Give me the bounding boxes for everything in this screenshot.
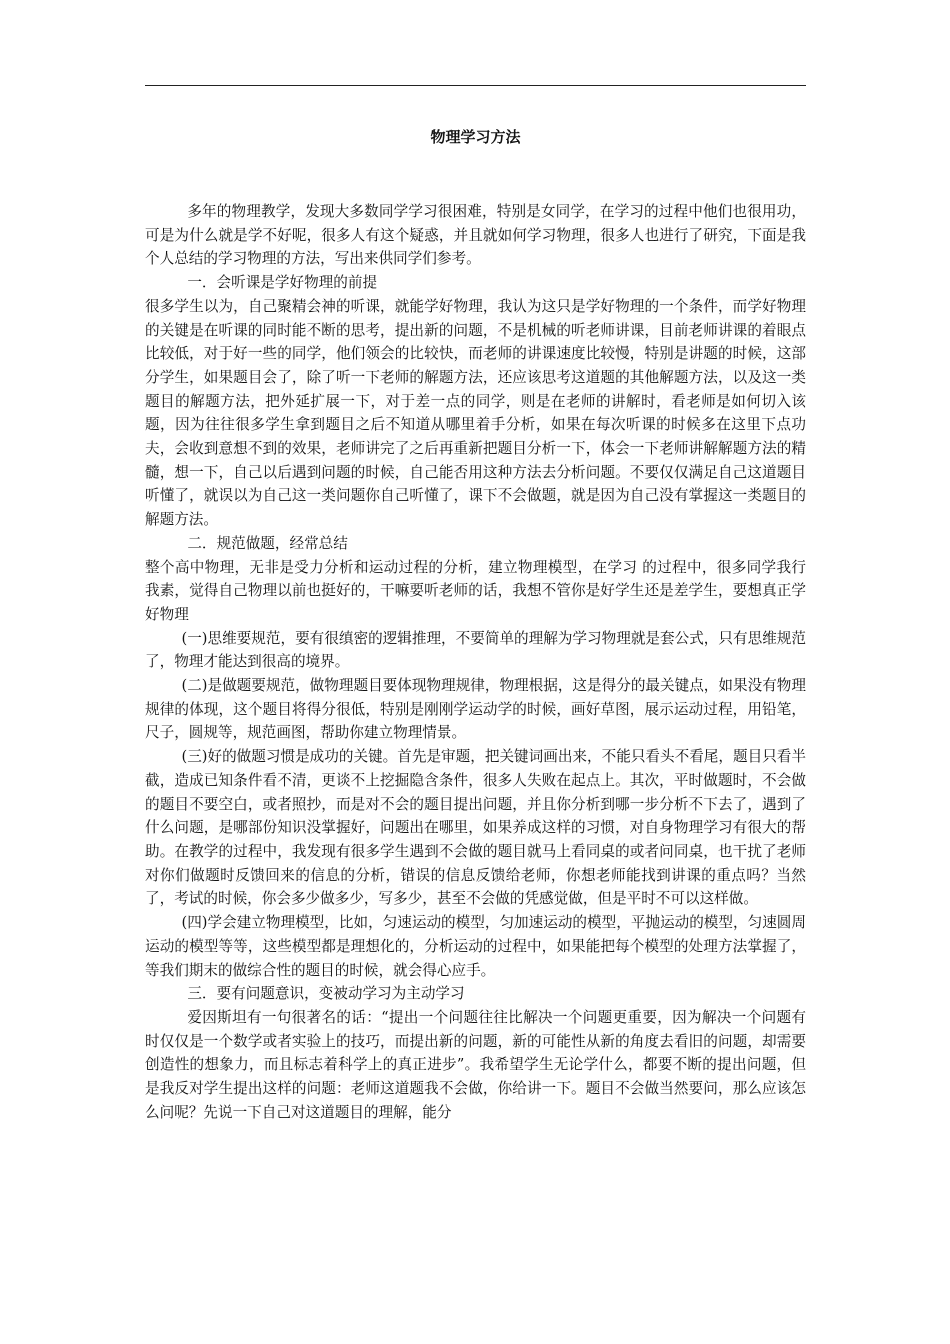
section-3-heading: 三．要有问题意识，变被动学习为主动学习: [187, 985, 465, 1003]
section-2-item-4: (四)学会建立物理模型，比如，匀速运动的模型，匀加速运动的模型，平抛运动的模型，匀速圆周运动的模型等等，这些模型都是理想化的，分析运动的过程中，如果能把每个模型的处理方法掌握了，等我们期末的做综合性的题目的时候，就会得心应手。: [145, 914, 806, 979]
section-1-heading: 一．会听课是学好物理的前提: [187, 274, 378, 292]
section-2-heading: 二．规范做题，经常总结: [187, 534, 348, 552]
section-2-item-2: (二)是做题要规范，做物理题目要体现物理规律，物理根据，这是得分的最关键点，如果没有物理规律的体现，这个题目将得分很低，特别是刚刚学运动学的时候，画好草图，展示运动过程，用铅笔，尺子，圆规等，规范画图，帮助你建立物理情景。: [145, 677, 806, 742]
intro-paragraph: 多年的物理教学，发现大多数同学学习很困难，特别是女同学，在学习的过程中他们也很用功，可是为什么就是学不好呢，很多人有这个疑惑，并且就如何学习物理，很多人也进行了研究，下面是我个人总结的学习物理的方法，写出来供同学们参考。: [145, 203, 806, 268]
document-body: [145, 200, 806, 1124]
section-2-body: 整个高中物理，无非是受力分析和运动过程的分析，建立物理模型，在学习 的过程中，很多同学我行我素，觉得自己物理以前也挺好的，干嘛要听老师的话，我想不管你是好学生还是差学生，要想真正学好物理: [145, 558, 806, 623]
section-2-item-3: (三)好的做题习惯是成功的关键。首先是审题，把关键词画出来，不能只看头不看尾，题目只看半截，造成已知条件看不清，更谈不上挖掘隐含条件，很多人失败在起点上。其次，平时做题时，不会做的题目不要空白，或者照抄，而是对不会的题目提出问题，并且你分析到哪一步分析不下去了，遇到了什么问题，是哪部份知识没掌握好，问题出在哪里，如果养成这样的习惯，对自身物理学习有很大的帮助。在教学的过程中，我发现有很多学生遇到不会做的题目就马上看同桌的或者问同桌，也干扰了老师对你们做题时反馈回来的信息的分析，错误的信息反馈给老师，你想老师能找到讲课的重点吗？当然了，考试的时候，你会多少做多少，写多少，甚至不会做的凭感觉做，但是平时不可以这样做。: [145, 748, 806, 908]
section-3-body: 爱因斯坦有一句很著名的话：“提出一个问题往往比解决一个问题更重要，因为解决一个问题有时仅仅是一个数学或者实验上的技巧，而提出新的问题，新的可能性从新的角度去看旧的问题，却需要创造性的想象力，而且标志着科学上的真正进步”。我希望学生无论学什么，都要不断的提出问题，但是我反对学生提出这样的问题：老师这道题我不会做，你给讲一下。题目不会做当然要问，那么应该怎么问呢？先说一下自己对这道题目的理解，能分: [145, 1008, 806, 1121]
section-2-item-1: (一)思维要规范，要有很缜密的逻辑推理，不要简单的理解为学习物理就是套公式，只有思维规范了，物理才能达到很高的境界。: [145, 629, 806, 671]
document-title: 物理学习方法: [430, 128, 521, 146]
section-1-body: 很多学生以为，自己聚精会神的听课，就能学好物理，我认为这只是学好物理的一个条件，而学好物理的关键是在听课的同时能不断的思考，提出新的问题，不是机械的听老师讲课，目前老师讲课的着眼点比较低，对于好一些的同学，他们领会的比较快，而老师的讲课速度比较慢，特别是讲题的时候，这部分学生，如果题目会了，除了听一下老师的解题方法，还应该思考这道题的其他解题方法，以及这一类题目的解题方法，把外延扩展一下，对于差一点的同学，则是在老师的讲解时，看老师是如何切入该题，因为往往很多学生拿到题目之后不知道从哪里着手分析，如果在每次听课的时候多在这里下点功夫，会收到意想不到的效果，老师讲完了之后再重新把题目分析一下，体会一下老师讲解解题方法的精髓，想一下，自己以后遇到问题的时候，自己能否用这种方法去分析问题。不要仅仅满足自己这道题目听懂了，就误以为自己这一类问题你自己听懂了，课下不会做题，就是因为自己没有掌握这一类题目的解题方法。: [145, 297, 806, 529]
header-rule: [145, 85, 806, 86]
